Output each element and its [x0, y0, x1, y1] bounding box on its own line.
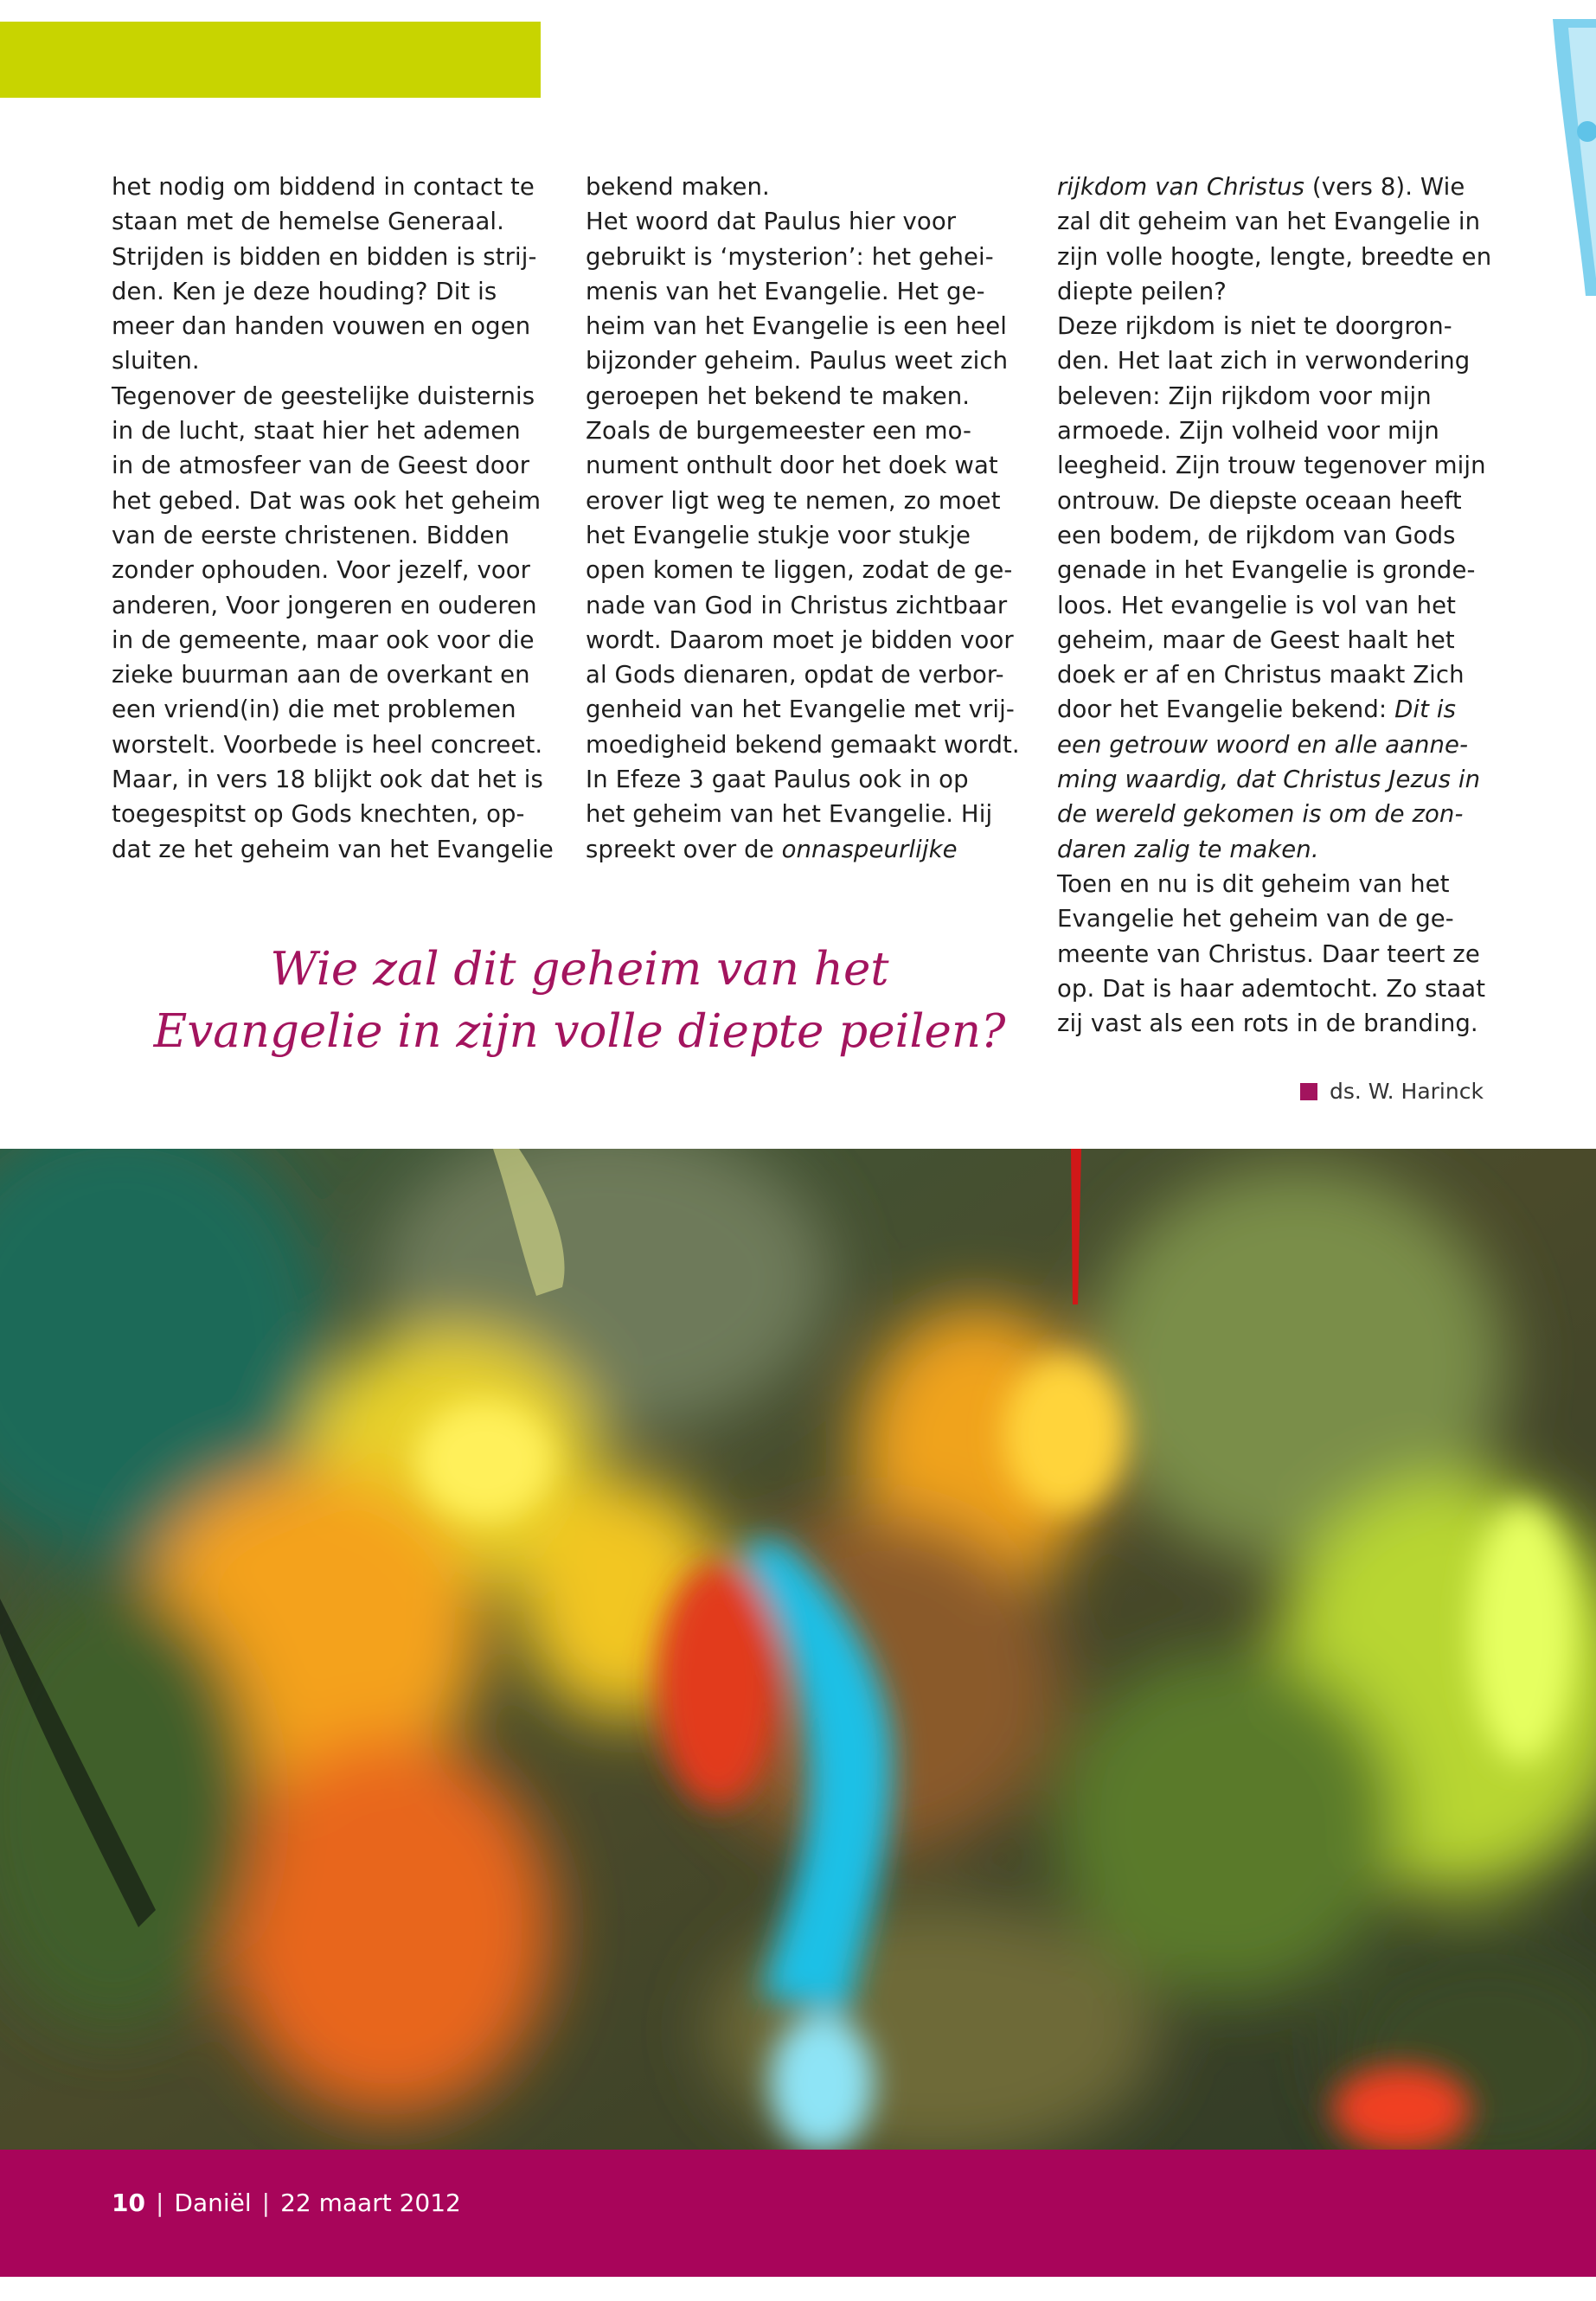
- page-footer: [112, 2189, 461, 2217]
- byline-square-marker: [1300, 1083, 1317, 1100]
- pull-quote-line: Wie zal dit geheim van het: [270, 943, 889, 996]
- text-line: worstelt. Voorbede is heel concreet.: [112, 730, 543, 759]
- text-line: heim van het Evangelie is een heel: [586, 312, 1007, 341]
- page-number: 10: [112, 2189, 145, 2217]
- text-line: Deze rijkdom is niet te doorgron-: [1057, 312, 1452, 341]
- text-line: open komen te liggen, zodat de ge-: [586, 556, 1013, 585]
- text-line: erover ligt weg te nemen, zo moet: [586, 486, 1001, 515]
- text-line: menis van het Evangelie. Het ge-: [586, 277, 985, 305]
- text-line: Zoals de burgemeester een mo-: [586, 417, 972, 445]
- text-line: geheim, maar de Geest haalt het: [1057, 625, 1455, 654]
- text-column-2: [586, 170, 1035, 867]
- text-line: meer dan handen vouwen en ogen: [112, 312, 531, 341]
- text-column-3: [1057, 170, 1507, 1041]
- text-line: ming waardig, dat Christus Jezus in: [1057, 766, 1481, 794]
- top-accent-bar: [0, 22, 541, 98]
- text-line: moedigheid bekend gemaakt wordt.: [586, 730, 1020, 759]
- text-column-1: [112, 170, 561, 867]
- text-line: zal dit geheim van het Evangelie in: [1057, 208, 1481, 236]
- text-line: de wereld gekomen is om de zon-: [1057, 800, 1464, 829]
- text-line: spreekt over de onnaspeurlijke: [586, 835, 958, 863]
- text-line: Evangelie het geheim van de ge-: [1057, 905, 1454, 933]
- text-line: nade van God in Christus zichtbaar: [586, 591, 1008, 619]
- text-line: genade in het Evangelie is gronde-: [1057, 556, 1476, 585]
- text-line: het gebed. Dat was ook het geheim: [112, 486, 542, 515]
- text-line: het geheim van het Evangelie. Hij: [586, 800, 993, 829]
- text-line: Strijden is bidden en bidden is strij-: [112, 242, 537, 271]
- text-line: in de lucht, staat hier het ademen: [112, 417, 521, 445]
- text-line: loos. Het evangelie is vol van het: [1057, 591, 1457, 619]
- text-line: beleven: Zijn rijkdom voor mijn: [1057, 381, 1432, 410]
- text-line: wordt. Daarom moet je bidden voor: [586, 625, 1014, 654]
- text-line: het nodig om biddend in contact te: [112, 173, 535, 201]
- text-line: bijzonder geheim. Paulus weet zich: [586, 347, 1009, 375]
- corner-decoration: [1553, 19, 1596, 296]
- text-line: meente van Christus. Daar teert ze: [1057, 939, 1480, 968]
- text-line: in de gemeente, maar ook voor die: [112, 625, 535, 654]
- footer-separator: |: [261, 2189, 271, 2217]
- text-line: gebruikt is ‘mysterion’: het gehei-: [586, 242, 994, 271]
- text-line: het Evangelie stukje voor stukje: [586, 521, 971, 549]
- text-line: geroepen het bekend te maken.: [586, 381, 971, 410]
- stained-glass-image: [0, 1149, 1596, 2150]
- text-line: rijkdom van Christus (vers 8). Wie: [1057, 173, 1465, 201]
- stained-glass-photo: [0, 1149, 1596, 2150]
- text-line: zieke buurman aan de overkant en: [112, 661, 530, 689]
- pull-quote-line: Evangelie in zijn volle diepte peilen?: [153, 1005, 1006, 1058]
- text-line: zijn volle hoogte, lengte, breedte en: [1057, 242, 1492, 271]
- footer-separator: |: [155, 2189, 164, 2217]
- text-line: Toen en nu is dit geheim van het: [1057, 869, 1450, 898]
- pull-quote: [138, 939, 1021, 1063]
- text-line: ontrouw. De diepste oceaan heeft: [1057, 486, 1462, 515]
- text-line: In Efeze 3 gaat Paulus ook in op: [586, 766, 969, 794]
- text-line: armoede. Zijn volheid voor mijn: [1057, 417, 1439, 445]
- text-line: daren zalig te maken.: [1057, 835, 1319, 863]
- author-name: ds. W. Harinck: [1330, 1079, 1484, 1104]
- text-line: in de atmosfeer van de Geest door: [112, 452, 530, 480]
- text-line: diepte peilen?: [1057, 277, 1227, 305]
- text-line: den. Ken je deze houding? Dit is: [112, 277, 497, 305]
- text-line: een vriend(in) die met problemen: [112, 695, 516, 724]
- text-line: zonder ophouden. Voor jezelf, voor: [112, 556, 531, 585]
- text-line: Maar, in vers 18 blijkt ook dat het is: [112, 766, 543, 794]
- text-line: anderen, Voor jongeren en ouderen: [112, 591, 537, 619]
- text-line: doek er af en Christus maakt Zich: [1057, 661, 1465, 689]
- issue-date: 22 maart 2012: [280, 2189, 461, 2217]
- text-line: Tegenover de geestelijke duisternis: [112, 381, 535, 410]
- text-line: toegespitst op Gods knechten, op-: [112, 800, 525, 829]
- text-line: al Gods dienaren, opdat de verbor-: [586, 661, 1004, 689]
- text-line: op. Dat is haar ademtocht. Zo staat: [1057, 974, 1486, 1003]
- text-line: bekend maken.: [586, 173, 770, 201]
- text-line: een getrouw woord en alle aanne-: [1057, 730, 1469, 759]
- author-byline: [1300, 1079, 1484, 1104]
- text-line: den. Het laat zich in verwondering: [1057, 347, 1471, 375]
- text-line: genheid van het Evangelie met vrij-: [586, 695, 1015, 724]
- text-line: nument onthult door het doek wat: [586, 452, 998, 480]
- text-line: sluiten.: [112, 347, 200, 375]
- text-line: van de eerste christenen. Bidden: [112, 521, 510, 549]
- text-line: dat ze het geheim van het Evangelie: [112, 835, 554, 863]
- text-line: staan met de hemelse Generaal.: [112, 208, 504, 236]
- text-line: zij vast als een rots in de branding.: [1057, 1009, 1478, 1038]
- text-line: leegheid. Zijn trouw tegenover mijn: [1057, 452, 1486, 480]
- magazine-name: Daniël: [174, 2189, 252, 2217]
- text-line: door het Evangelie bekend: Dit is: [1057, 695, 1457, 724]
- text-line: Het woord dat Paulus hier voor: [586, 208, 957, 236]
- text-line: een bodem, de rijkdom van Gods: [1057, 521, 1456, 549]
